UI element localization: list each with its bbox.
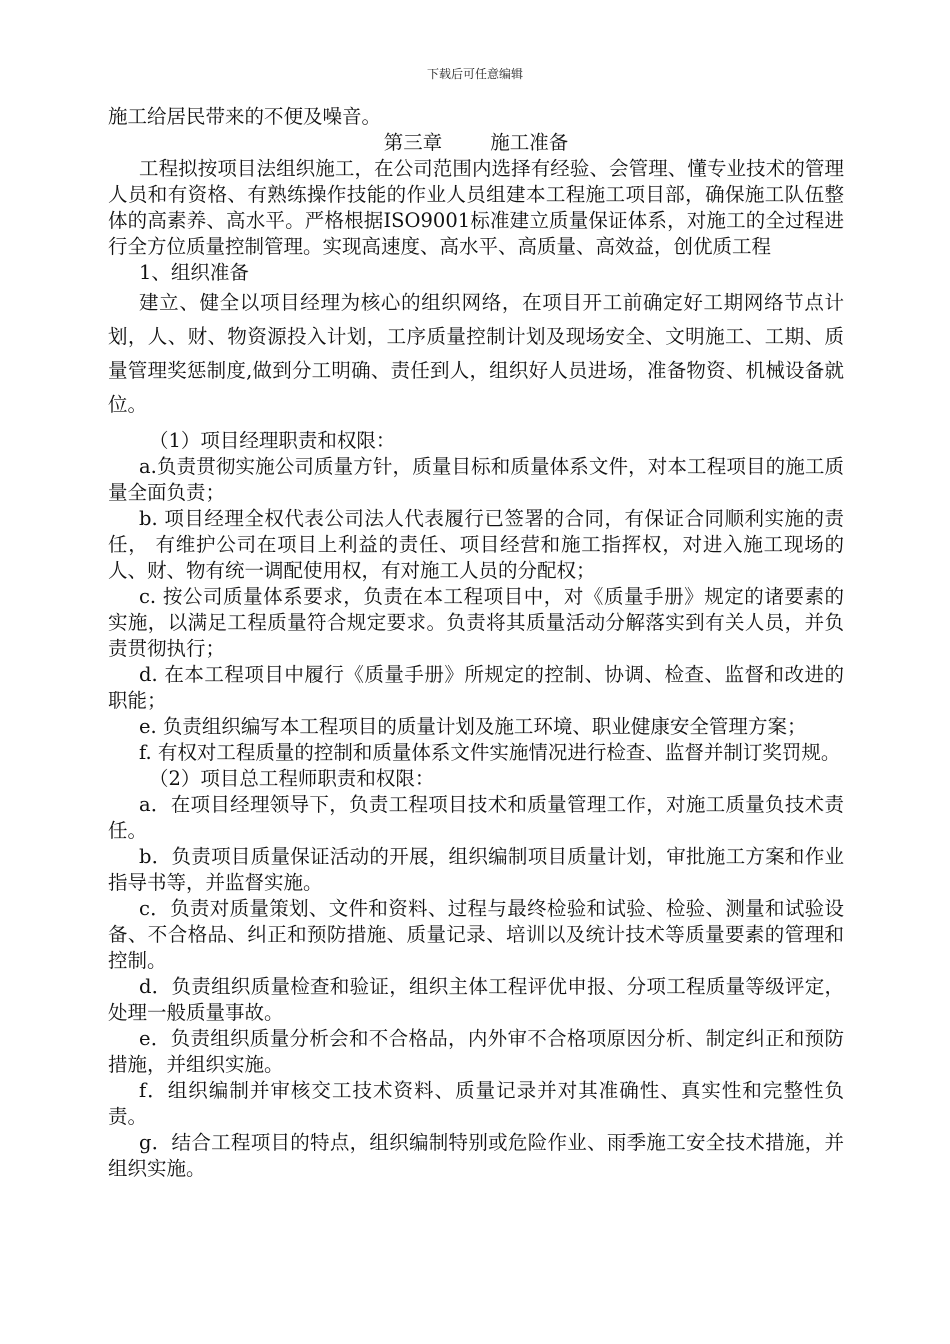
ce-item: d．负责组织质量检查和验证，组织主体工程评优申报、分项工程质量等级评定，处理一般质量事故。 [108,975,844,1024]
overview-paragraph: 工程拟按项目法组织施工，在公司范围内选择有经验、会管理、懂专业技术的管理人员和有资格、有熟练操作技能的作业人员组建本工程施工项目部，确保施工队伍整体的高素养、高水平。严格根据ISO9001标准建立质量保证体系，对施工的全过程进行全方位质量控制管理。实现高速度、高水平、高质量、高效益，创优质工程 [108,157,844,258]
document-body [108,104,844,1182]
pm-item: e. 负责组织编写本工程项目的质量计划及施工环境、职业健康安全管理方案； [139,715,807,738]
ce-heading: （2）项目总工程师职责和权限： [149,767,435,790]
ce-item: c．负责对质量策划、文件和资料、过程与最终检验和试验、检验、测量和试验设备、不合格品、纠正和预防措施、质量记录、培训以及统计技术等质量要素的管理和控制。 [108,897,844,972]
chapter-number: 第三章 [383,131,443,154]
pm-item: f. 有权对工程质量的控制和质量体系文件实施情况进行检查、监督并制订奖罚规。 [139,741,841,764]
section-heading: 1、组织准备 [139,261,249,284]
pm-item: b. 项目经理全权代表公司法人代表履行已签署的合同，有保证合同顺利实施的责任， 有维护公司在项目上利益的责任、项目经营和施工指挥权，对进入施工现场的人、财、物有统一调配使用权，有对施工人员的分配权； [108,507,844,582]
ce-item: a．在项目经理领导下，负责工程项目技术和质量管理工作，对施工质量负技术责任。 [108,793,844,842]
ce-item: g．结合工程项目的特点，组织编制特别或危险作业、雨季施工安全技术措施，并组织实施。 [108,1131,844,1180]
ce-item: b．负责项目质量保证活动的开展，组织编制项目质量计划，审批施工方案和作业指导书等，并监督实施。 [108,845,844,894]
section-paragraph: 建立、健全以项目经理为核心的组织网络，在项目开工前确定好工期网络节点计划，人、财、物资源投入计划，工序质量控制计划及现场安全、文明施工、工期、质量管理奖惩制度,做到分工明确、责任到人，组织好人员进场，准备物资、机械设备就位。 [108,291,844,416]
pm-item: c. 按公司质量体系要求，负责在本工程项目中，对《质量手册》规定的诸要素的实施，以满足工程质量符合规定要求。负责将其质量活动分解落实到有关人员，并负责贯彻执行； [108,585,844,660]
page-header-note: 下载后可任意编辑 [426,67,523,81]
ce-item: e．负责组织质量分析会和不合格品，内外审不合格项原因分析、制定纠正和预防措施，并组织实施。 [108,1027,844,1076]
chapter-title: 施工准备 [490,131,569,154]
ce-item: f．组织编制并审核交工技术资料、质量记录并对其准确性、真实性和完整性负责。 [108,1079,844,1128]
intro-line: 施工给居民带来的不便及噪音。 [108,105,382,128]
pm-item: d. 在本工程项目中履行《质量手册》所规定的控制、协调、检查、监督和改进的职能； [108,663,844,712]
chapter-heading [108,130,844,156]
pm-heading: （1）项目经理职责和权限： [149,429,396,452]
pm-item: a.负责贯彻实施公司质量方针，质量目标和质量体系文件，对本工程项目的施工质量全面负责； [108,455,844,504]
